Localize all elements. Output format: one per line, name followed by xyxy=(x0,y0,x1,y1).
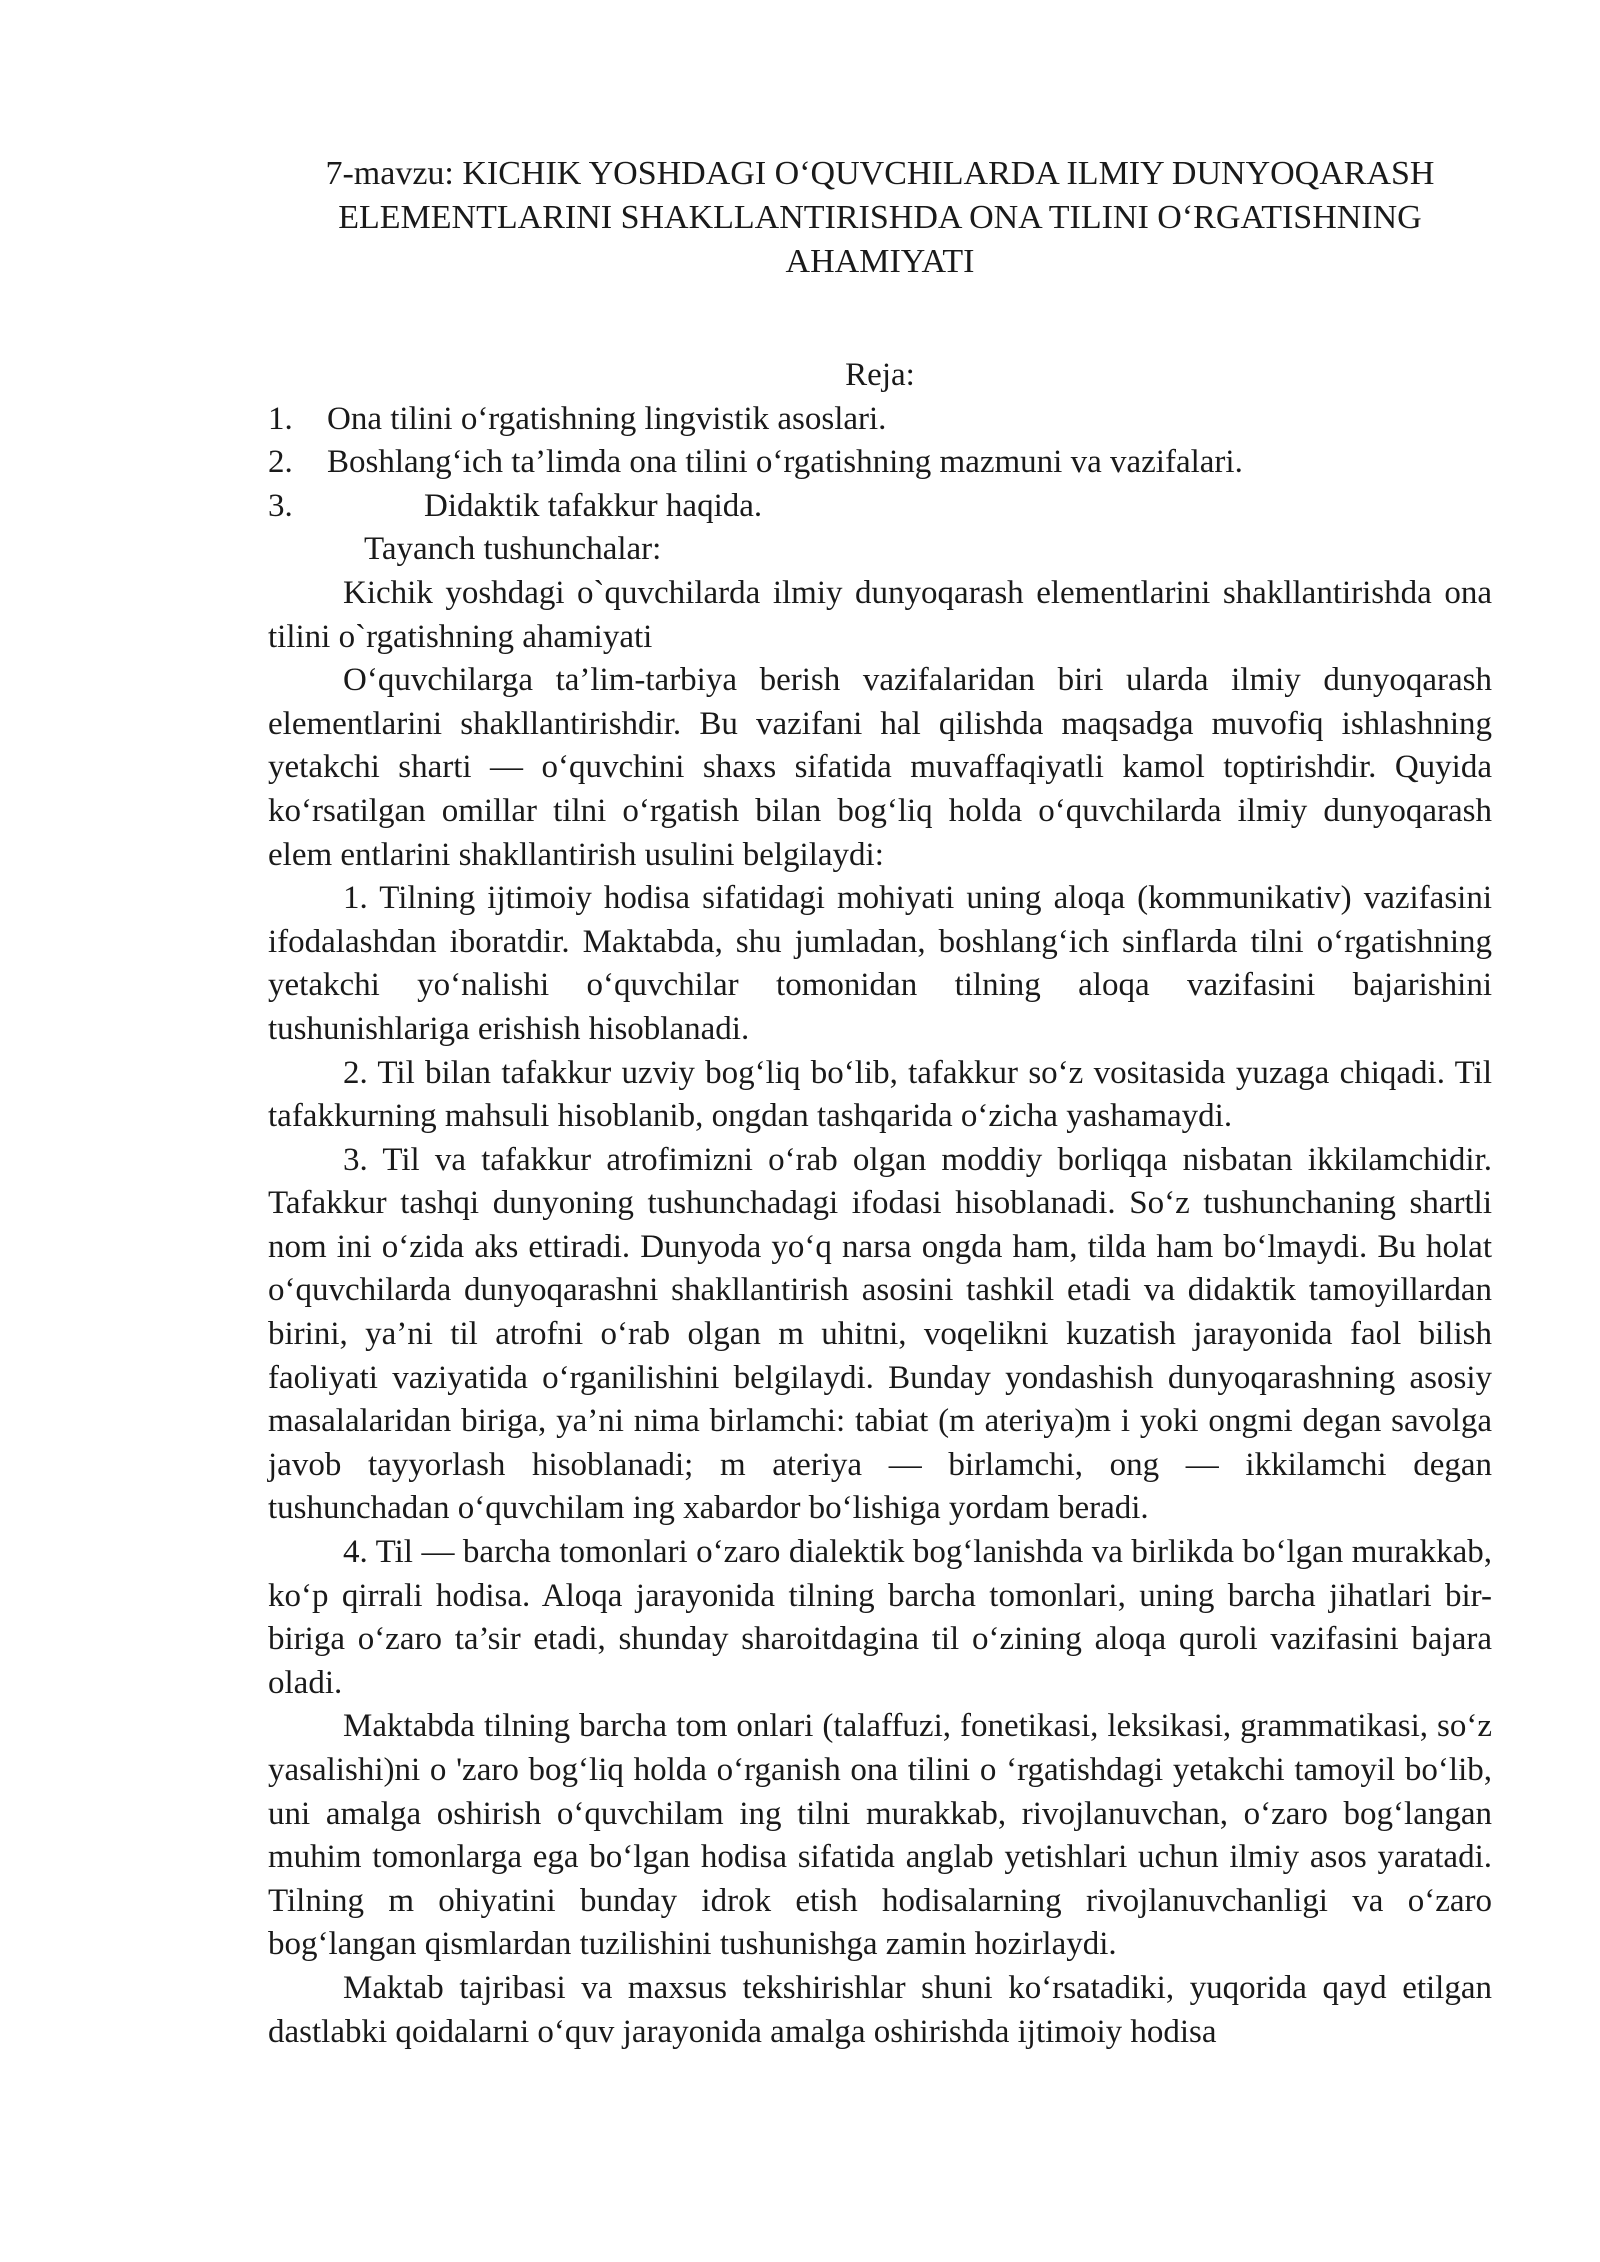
body-paragraph: 4. Til — barcha tomonlari o‘zaro dialektik bog‘lanishda va birlikda bo‘lgan murakkab, ko‘p qirrali hodisa. Aloqa jarayonida tilning barcha tomonlari, uning barcha jihatlari bir-biriga o‘zaro ta’sir etadi, shunday sharoitdagina til o‘zining aloqa quroli vazifasini bajara oladi. xyxy=(268,1534,1492,1701)
plan-item-text: Ona tilini o‘rgatishning lingvistik asoslari. xyxy=(327,400,887,437)
key-concepts-heading: Tayanch tushunchalar: xyxy=(364,531,662,568)
plan-item-text: Didaktik tafakkur haqida. xyxy=(424,487,763,524)
plan-item-number: 2. xyxy=(268,444,293,481)
plan-item-number: 1. xyxy=(268,400,293,437)
plan-item xyxy=(268,398,1492,442)
body-paragraph: 1. Tilning ijtimoiy hodisa sifatidagi mohiyati uning aloqa (kommunikativ) vazifasini ifodalashdan iboratdir. Maktabda, shu jumladan, boshlang‘ich sinflarda tilni o‘rgatishning yetakchi yo‘nalishi o‘quvchilar tomonidan tilning aloqa vazifasini bajarishini tushunishlariga erishish hisoblanadi. xyxy=(268,880,1492,1047)
body-paragraph: Kichik yoshdagi o`quvchilarda ilmiy dunyoqarash elementlarini shakllantirishda ona tilini o`rgatishning ahamiyati xyxy=(268,574,1492,655)
body-paragraph: Maktabda tilning barcha tom onlari (talaffuzi, fonetikasi, leksikasi, grammatikasi, so‘z yasalishi)ni o 'zaro bog‘liq holda o‘rganish ona tilini o ‘rgatishdagi yetakchi tamoyil bo‘lib, uni amalga oshirish o‘quvchilam ing tilni murakkab, rivojlanuvchan, o‘zaro bog‘langan muhim tomonlarga ega bo‘lgan hodisa sifatida anglab yetishlari uchun ilmiy asos yaratadi. Tilning m ohiyatini bunday idrok etish hodisalarning rivojlanuvchanligi va o‘zaro bog‘langan qismlardan tuzilishini tushunishga zamin hozirlaydi. xyxy=(268,1708,1492,1963)
document-title: 7-mavzu: KICHIK YOSHDAGI O‘QUVCHILARDA ILMIY DUNYOQARASH ELEMENTLARINI SHAKLLANTIRISHDA ONA TILINI O‘RGATISHNING AHAMIYATI xyxy=(325,155,1435,280)
plan-item-text: Boshlang‘ich ta’limda ona tilini o‘rgatishning mazmuni va vazifalari. xyxy=(327,444,1243,481)
body-paragraph: Maktab tajribasi va maxsus tekshirishlar shuni ko‘rsatadiki, yuqorida qayd etilgan dastlabki qoidalarni o‘quv jarayonida amalga oshirishda ijtimoiy hodisa xyxy=(268,1969,1492,2050)
plan-item xyxy=(268,485,1492,529)
plan-heading: Reja: xyxy=(845,357,915,393)
body-paragraph: O‘quvchilarga ta’lim-tarbiya berish vazifalaridan biri ularda ilmiy dunyoqarash elementlarini shakllantirishdir. Bu vazifani hal qilishda maqsadga muvofiq ishlashning yetakchi sharti — o‘quvchini shaxs sifatida muvaffaqiyatli kamol toptirishdir. Quyida ko‘rsatilgan omillar tilni o‘rgatish bilan bog‘liq holda o‘quvchilarda ilmiy dunyoqarash elem entlarini shakllantirish usulini belgilaydi: xyxy=(268,662,1492,873)
document-page xyxy=(268,152,1492,2054)
body-paragraph: 2. Til bilan tafakkur uzviy bog‘liq bo‘lib, tafakkur so‘z vositasida yuzaga chiqadi. Til tafakkurning mahsuli hisoblanib, ongdan tashqarida o‘zicha yashamaydi. xyxy=(268,1054,1492,1135)
plan-list xyxy=(268,398,1492,529)
plan-item xyxy=(268,441,1492,485)
body-paragraph: 3. Til va tafakkur atrofimizni o‘rab olgan moddiy borliqqa nisbatan ikkilamchidir. Tafakkur tashqi dunyoning tushunchadagi ifodasi hisoblanadi. So‘z tushunchaning shartli nom ini o‘zida aks ettiradi. Dunyoda yo‘q narsa ongda ham, tilda ham bo‘lmaydi. Bu holat o‘quvchilarda dunyoqarashni shakllantirish asosini tashkil etadi va didaktik tamoyillardan birini, ya’ni til atrofni o‘rab olgan m uhitni, voqelikni kuzatish jarayonida faol bilish faoliyati vaziyatida o‘rganilishini belgilaydi. Bunday yondashish dunyoqarashning asosiy masalalaridan biriga, ya’ni nima birlamchi: tabiat (m ateriya)m i yoki ongmi degan savolga javob tayyorlash hisoblanadi; m ateriya — birlamchi, ong — ikkilamchi degan tushunchadan o‘quvchilam ing xabardor bo‘lishiga yordam beradi. xyxy=(268,1141,1492,1527)
plan-item-number: 3. xyxy=(268,487,293,524)
